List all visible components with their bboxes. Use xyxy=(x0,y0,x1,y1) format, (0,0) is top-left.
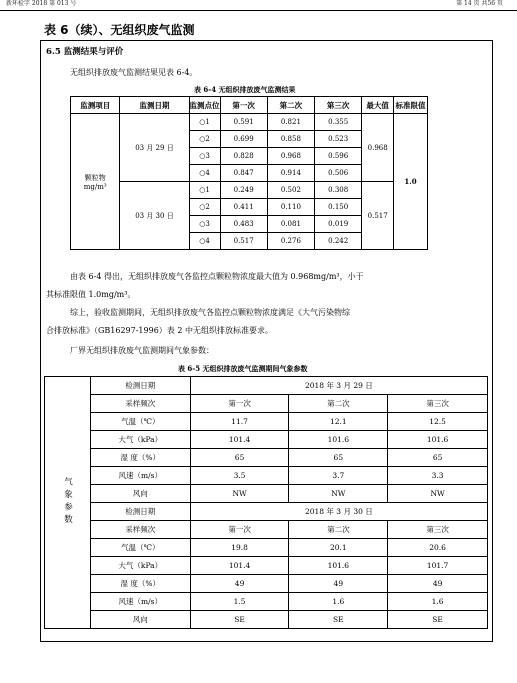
date-cell: 03 月 30 日 xyxy=(120,182,189,250)
param-name-cell: 风速（m/s） xyxy=(90,467,190,485)
param-name-cell: 风向 xyxy=(90,485,190,503)
page-header xyxy=(0,0,517,11)
param-value-cell: NW xyxy=(190,485,289,503)
limit-cell: 1.0 xyxy=(394,114,428,250)
param-value-cell: 1.5 xyxy=(190,593,289,611)
table-row xyxy=(45,449,488,467)
header-limit: 标准限值 xyxy=(394,97,428,114)
param-value-cell: 11.7 xyxy=(190,413,289,431)
table-6-5 xyxy=(44,376,488,629)
header-item: 监测项目 xyxy=(71,97,120,114)
date-label-cell: 检测日期 xyxy=(90,503,190,521)
param-name-cell: 风速（m/s） xyxy=(90,593,190,611)
result-paragraph-line1: 由表 6-4 得出，无组织排放废气各监控点颗粒物浓度最大值为 0.968mg/m³，小于 xyxy=(70,272,364,281)
table-header-row xyxy=(71,97,428,114)
value-cell: 0.523 xyxy=(315,131,362,148)
run-header-cell: 第三次 xyxy=(388,521,488,539)
point-cell: ○2 xyxy=(189,199,220,216)
param-value-cell: NW xyxy=(388,485,488,503)
table-row xyxy=(45,539,488,557)
run-header-cell: 第一次 xyxy=(190,521,289,539)
param-value-cell: 101.6 xyxy=(289,557,388,575)
param-value-cell: 20.1 xyxy=(289,539,388,557)
param-value-cell: 3.5 xyxy=(190,467,289,485)
value-cell: 0.517 xyxy=(220,233,267,250)
value-cell: 0.591 xyxy=(220,114,267,131)
table-row xyxy=(71,182,428,199)
param-value-cell: 65 xyxy=(289,449,388,467)
value-cell: 0.821 xyxy=(267,114,314,131)
weather-side-label xyxy=(45,377,91,629)
param-value-cell: 12.1 xyxy=(289,413,388,431)
param-value-cell: 12.5 xyxy=(388,413,488,431)
table-row xyxy=(45,521,488,539)
run-header-cell: 第一次 xyxy=(190,395,289,413)
table-row xyxy=(45,575,488,593)
date-cell: 03 月 29 日 xyxy=(120,114,189,182)
conclusion-paragraph-line2: 合排放标准》（GB16297-1996）表 2 中无组织排放标准要求。 xyxy=(46,326,273,335)
date-value-cell: 2018 年 3 月 30 日 xyxy=(190,503,487,521)
freq-label-cell: 采样频次 xyxy=(90,395,190,413)
section-title: 表 6（续）、无组织废气监测 xyxy=(44,23,195,37)
param-value-cell: 3.3 xyxy=(388,467,488,485)
item-cell xyxy=(71,114,120,250)
value-cell: 0.110 xyxy=(267,199,314,216)
table-row xyxy=(71,114,428,131)
param-name-cell: 湿 度（%） xyxy=(90,575,190,593)
param-value-cell: 65 xyxy=(190,449,289,467)
header-date: 监测日期 xyxy=(120,97,189,114)
param-name-cell: 大气（kPa） xyxy=(90,431,190,449)
value-cell: 0.596 xyxy=(315,148,362,165)
point-cell: ○3 xyxy=(189,148,220,165)
param-value-cell: 1.6 xyxy=(388,593,488,611)
page-number: 第 14 页 共56 页 xyxy=(456,0,503,7)
weather-intro-paragraph: 厂界无组织排放废气监测期间气象参数： xyxy=(70,346,214,355)
value-cell: 0.502 xyxy=(267,182,314,199)
conclusion-paragraph-line1: 综上，验收监测期间，无组织排放废气各监控点颗粒物浓度满足《大气污染物综 xyxy=(70,308,350,317)
param-value-cell: 19.8 xyxy=(190,539,289,557)
table-row xyxy=(45,413,488,431)
item-unit: mg/m³ xyxy=(83,182,107,191)
table-row xyxy=(45,467,488,485)
table-6-5-caption: 表 6-5 无组织排放废气监测期间气象参数 xyxy=(178,364,308,373)
value-cell: 0.276 xyxy=(267,233,314,250)
item-name: 颗粒物 xyxy=(84,173,106,182)
table-row xyxy=(45,395,488,413)
point-cell: ○4 xyxy=(189,165,220,182)
param-value-cell: 49 xyxy=(388,575,488,593)
side-label-text: 气象参数 xyxy=(62,476,73,527)
value-cell: 0.506 xyxy=(315,165,362,182)
value-cell: 0.858 xyxy=(267,131,314,148)
param-value-cell: SE xyxy=(190,611,289,629)
date-value-cell: 2018 年 3 月 29 日 xyxy=(190,377,487,395)
param-name-cell: 湿 度（%） xyxy=(90,449,190,467)
subsection-title: 6.5 监测结果与评价 xyxy=(46,47,124,57)
value-cell: 0.847 xyxy=(220,165,267,182)
param-value-cell: 49 xyxy=(289,575,388,593)
value-cell: 0.411 xyxy=(220,199,267,216)
value-cell: 0.968 xyxy=(267,148,314,165)
value-cell: 0.150 xyxy=(315,199,362,216)
max-cell: 0.517 xyxy=(362,182,394,250)
max-cell: 0.968 xyxy=(362,114,394,182)
header-point: 监测点位 xyxy=(189,97,220,114)
run-header-cell: 第二次 xyxy=(289,395,388,413)
value-cell: 0.828 xyxy=(220,148,267,165)
table-row xyxy=(45,503,488,521)
run-header-cell: 第二次 xyxy=(289,521,388,539)
header-first: 第一次 xyxy=(220,97,267,114)
param-name-cell: 大气（kPa） xyxy=(90,557,190,575)
param-name-cell: 风向 xyxy=(90,611,190,629)
value-cell: 0.242 xyxy=(315,233,362,250)
param-value-cell: SE xyxy=(289,611,388,629)
param-value-cell: 101.7 xyxy=(388,557,488,575)
table-6-4 xyxy=(70,96,428,250)
header-third: 第三次 xyxy=(315,97,362,114)
param-value-cell: 20.6 xyxy=(388,539,488,557)
param-name-cell: 气温（℃） xyxy=(90,413,190,431)
param-value-cell: 101.4 xyxy=(190,431,289,449)
point-cell: ○4 xyxy=(189,233,220,250)
report-number: 新环检字 2018 第 013 号 xyxy=(6,0,77,7)
value-cell: 0.308 xyxy=(315,182,362,199)
param-value-cell: 101.4 xyxy=(190,557,289,575)
value-cell: 0.699 xyxy=(220,131,267,148)
table-row xyxy=(45,485,488,503)
table-6-4-caption: 表 6-4 无组织排放废气监测结果 xyxy=(194,85,296,94)
param-value-cell: SE xyxy=(388,611,488,629)
table-row xyxy=(45,431,488,449)
value-cell: 0.019 xyxy=(315,216,362,233)
result-paragraph-line2: 其标准限值 1.0mg/m³。 xyxy=(46,290,136,299)
point-cell: ○1 xyxy=(189,182,220,199)
param-value-cell: NW xyxy=(289,485,388,503)
intro-paragraph: 无组织排放废气监测结果见表 6-4。 xyxy=(70,68,198,77)
value-cell: 0.483 xyxy=(220,216,267,233)
table-row xyxy=(45,611,488,629)
param-value-cell: 49 xyxy=(190,575,289,593)
table-row xyxy=(45,557,488,575)
param-value-cell: 1.6 xyxy=(289,593,388,611)
param-value-cell: 3.7 xyxy=(289,467,388,485)
table-row xyxy=(45,377,488,395)
header-second: 第二次 xyxy=(267,97,314,114)
date-label-cell: 检测日期 xyxy=(90,377,190,395)
value-cell: 0.355 xyxy=(315,114,362,131)
point-cell: ○1 xyxy=(189,114,220,131)
param-value-cell: 101.6 xyxy=(388,431,488,449)
run-header-cell: 第三次 xyxy=(388,395,488,413)
param-value-cell: 65 xyxy=(388,449,488,467)
value-cell: 0.081 xyxy=(267,216,314,233)
value-cell: 0.249 xyxy=(220,182,267,199)
table-row xyxy=(45,593,488,611)
header-max: 最大值 xyxy=(362,97,394,114)
freq-label-cell: 采样频次 xyxy=(90,521,190,539)
point-cell: ○2 xyxy=(189,131,220,148)
value-cell: 0.914 xyxy=(267,165,314,182)
param-name-cell: 气温（℃） xyxy=(90,539,190,557)
param-value-cell: 101.6 xyxy=(289,431,388,449)
point-cell: ○3 xyxy=(189,216,220,233)
